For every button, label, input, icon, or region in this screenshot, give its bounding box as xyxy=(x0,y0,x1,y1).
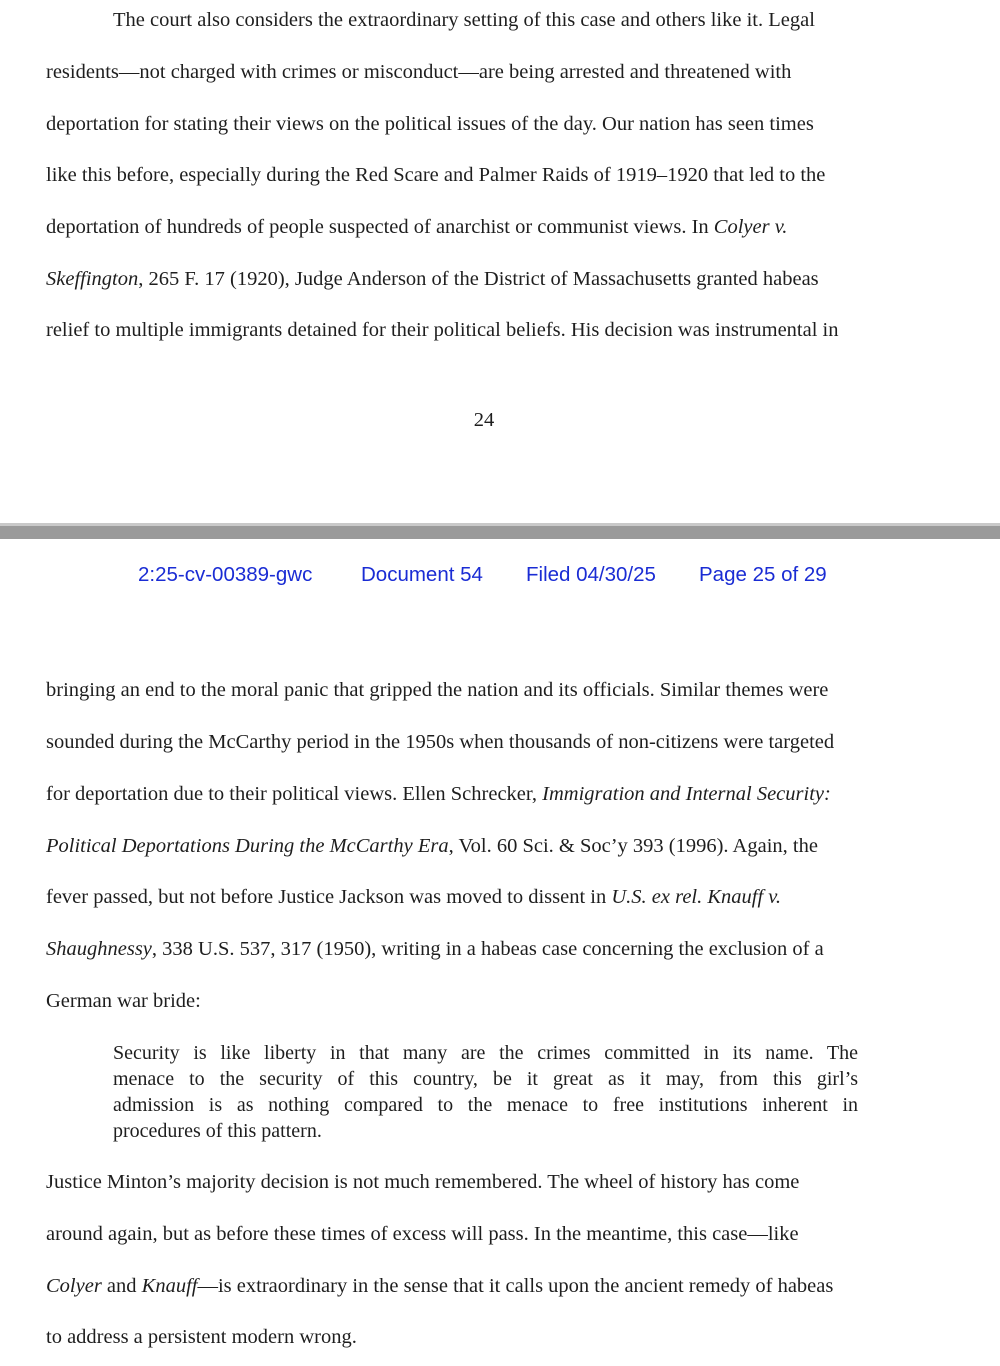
article-title: Immigration and Internal Security: xyxy=(542,783,831,805)
case-citation: Skeffington xyxy=(46,268,139,290)
paragraph-line: deportation of hundreds of people suspected of anarchist or communist views. In Colyer v. xyxy=(46,216,788,238)
paragraph-line: Shaughnessy, 338 U.S. 537, 317 (1950), writing in a habeas case concerning the exclusion of a xyxy=(46,938,824,960)
article-title: Political Deportations During the McCarthy Era xyxy=(46,835,449,857)
page-number: 24 xyxy=(473,409,495,431)
paragraph-line: German war bride: xyxy=(46,990,201,1012)
case-citation: Shaughnessy xyxy=(46,938,152,960)
paragraph-line: residents—not charged with crimes or misconduct—are being arrested and threatened with xyxy=(46,61,792,83)
paragraph-line: for deportation due to their political views. Ellen Schrecker, Immigration and Internal Security: xyxy=(46,783,831,805)
case-citation: Knauff xyxy=(141,1275,198,1297)
paragraph-line: Skeffington, 265 F. 17 (1920), Judge Anderson of the District of Massachusetts granted habeas xyxy=(46,268,819,290)
case-citation: Colyer v. xyxy=(713,216,788,238)
quote-line: admission is as nothing compared to the menace to free institutions inherent in xyxy=(113,1094,858,1116)
paragraph-line: around again, but as before these times of excess will pass. In the meantime, this case—like xyxy=(46,1223,799,1245)
filed-date: Filed 04/30/25 xyxy=(526,563,656,586)
quote-line: menace to the security of this country, be it great as it may, from this girl’s xyxy=(113,1068,858,1090)
case-citation: Colyer xyxy=(46,1275,102,1297)
paragraph-line: deportation for stating their views on the political issues of the day. Our nation has seen times xyxy=(46,113,814,135)
paragraph-line: like this before, especially during the Red Scare and Palmer Raids of 1919–1920 that led to the xyxy=(46,164,826,186)
paragraph-line: sounded during the McCarthy period in the 1950s when thousands of non-citizens were targeted xyxy=(46,731,835,753)
page-divider xyxy=(0,526,1000,539)
block-quote xyxy=(113,1040,858,1144)
paragraph-line: fever passed, but not before Justice Jackson was moved to dissent in U.S. ex rel. Knauff v. xyxy=(46,886,781,908)
quote-line: Security is like liberty in that many are the crimes committed in its name. The xyxy=(113,1042,858,1064)
case-citation: U.S. ex rel. Knauff v. xyxy=(611,886,781,908)
paragraph-line: Justice Minton’s majority decision is not much remembered. The wheel of history has come xyxy=(46,1171,800,1193)
paragraph-line: Political Deportations During the McCarthy Era, Vol. 60 Sci. & Soc’y 393 (1996). Again, the xyxy=(46,835,818,857)
paragraph-line: relief to multiple immigrants detained for their political beliefs. His decision was instrumental in xyxy=(46,319,839,341)
paragraph-line: to address a persistent modern wrong. xyxy=(46,1326,357,1348)
quote-line: procedures of this pattern. xyxy=(113,1120,322,1142)
paragraph-line: Colyer and Knauff—is extraordinary in the sense that it calls upon the ancient remedy of habeas xyxy=(46,1275,834,1297)
paragraph-line: The court also considers the extraordinary setting of this case and others like it. Legal xyxy=(113,9,815,31)
paragraph-line: bringing an end to the moral panic that gripped the nation and its officials. Similar themes were xyxy=(46,679,829,701)
page-indicator: Page 25 of 29 xyxy=(699,563,827,586)
case-number: 2:25-cv-00389-gwc xyxy=(138,563,313,586)
document-number: Document 54 xyxy=(361,563,483,586)
